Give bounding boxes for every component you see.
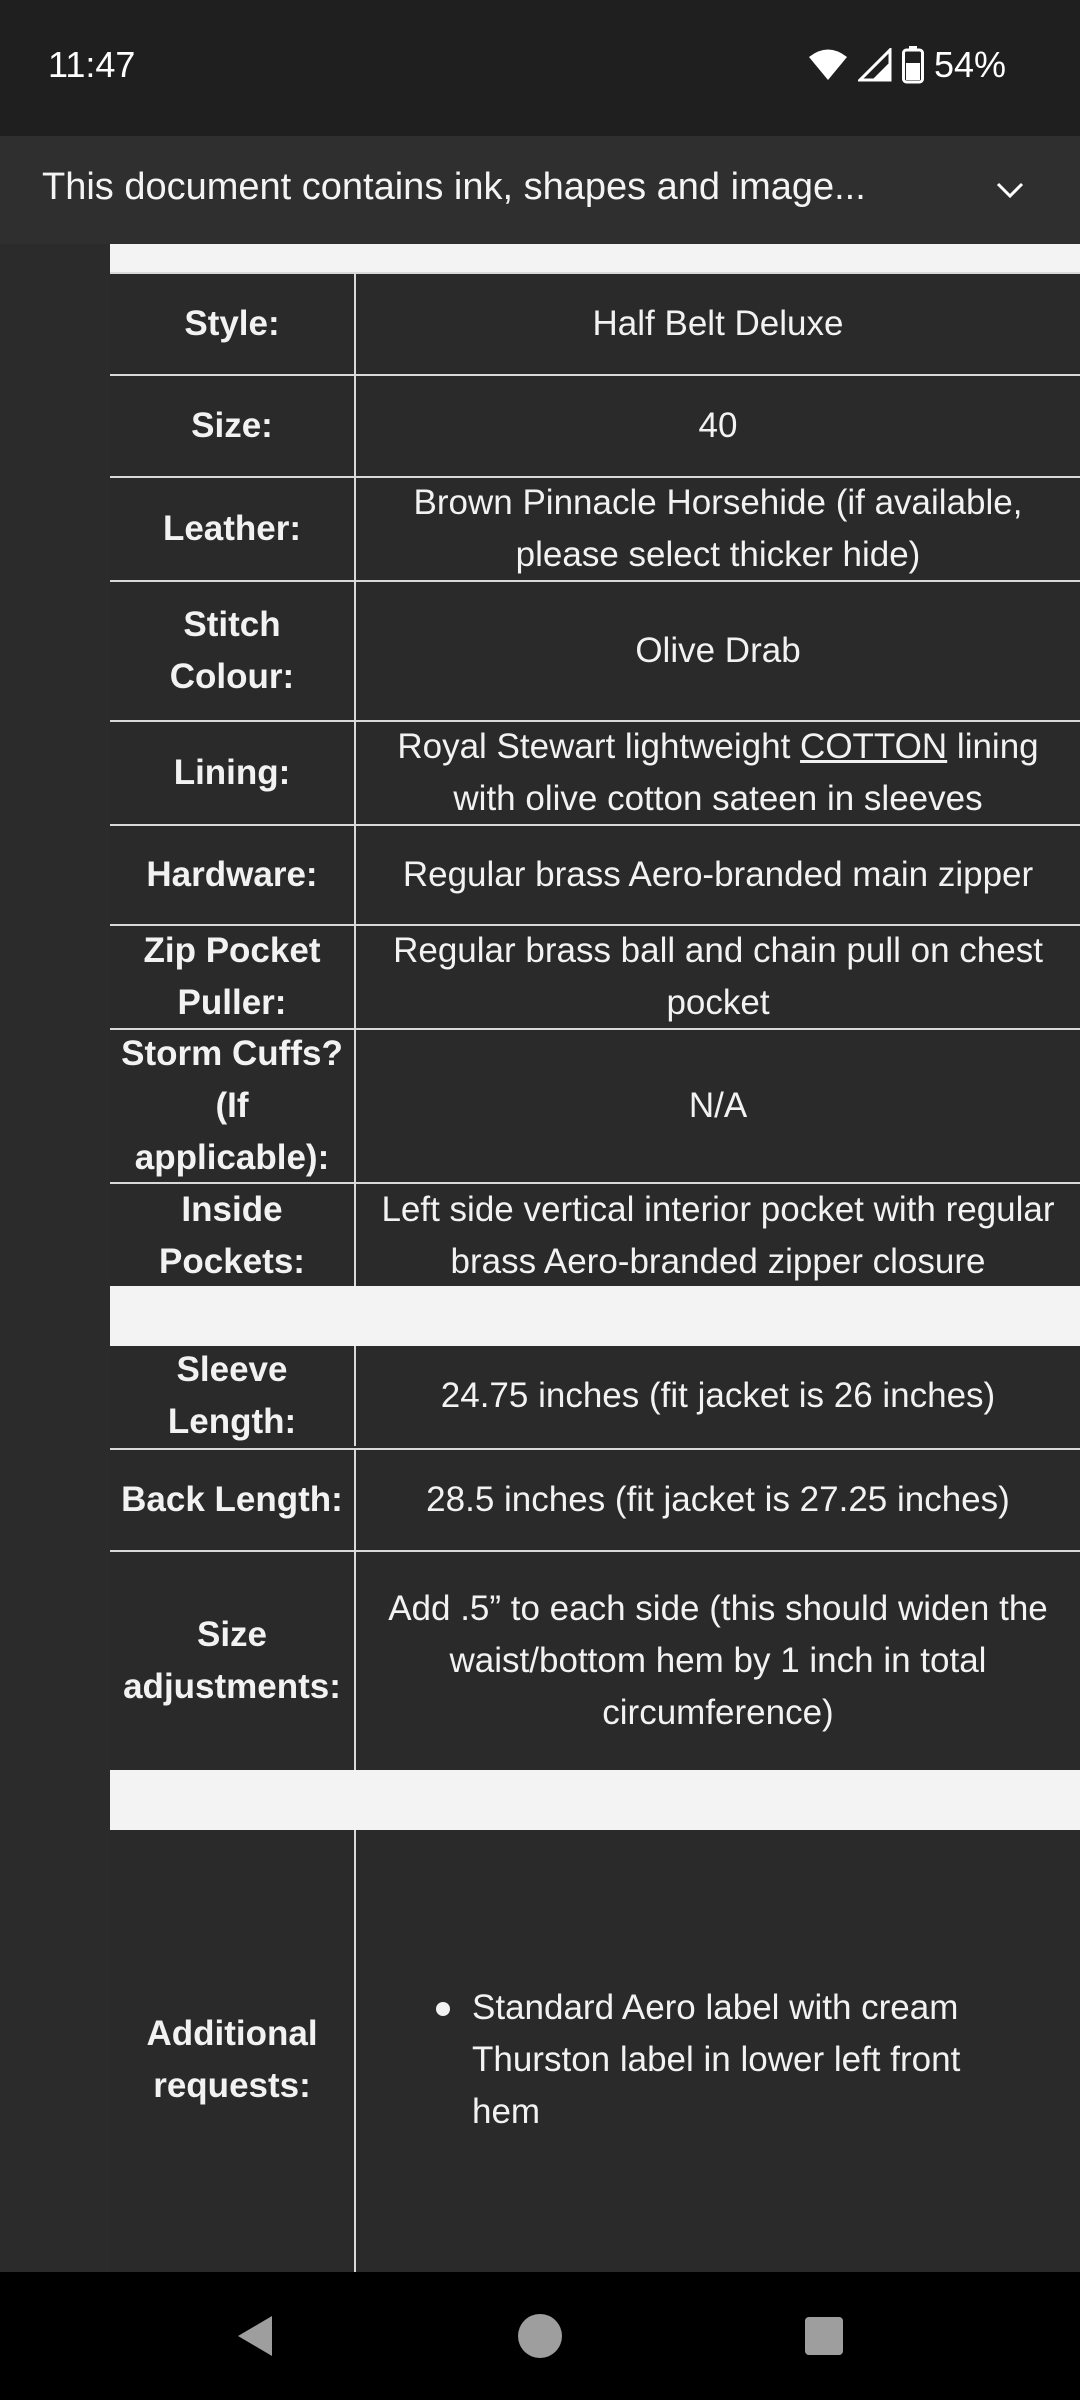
status-time: 11:47 <box>48 44 136 85</box>
row-label: Stitch Colour: <box>110 582 356 720</box>
navigation-bar <box>0 2272 1080 2400</box>
table-row <box>110 1028 1080 1182</box>
row-value <box>356 1830 1080 2272</box>
row-label: Sleeve Length: <box>110 1346 356 1446</box>
row-value: 40 <box>698 406 738 445</box>
row-value: N/A <box>688 1086 748 1125</box>
table-row <box>110 1830 1080 2272</box>
row-label: Back Length: <box>110 1450 356 1550</box>
row-label: Size adjustments: <box>110 1552 356 1770</box>
row-value: Regular brass ball and chain pull on chest pocket <box>393 931 1043 1022</box>
table-row <box>110 580 1080 720</box>
chevron-down-icon[interactable] <box>992 172 1028 208</box>
row-label: Style: <box>110 274 356 374</box>
row-label: Zip Pocket Puller: <box>110 926 356 1028</box>
row-value: Left side vertical interior pocket with regular brass Aero-branded zipper closure <box>381 1190 1055 1281</box>
page-break <box>110 1286 1080 1346</box>
lining-text-end: lining with olive cotton sateen in sleeves <box>453 727 1039 818</box>
document-info-banner[interactable] <box>0 136 1080 244</box>
cell-signal-icon <box>858 48 892 82</box>
row-label: Leather: <box>110 478 356 580</box>
row-value: Regular brass Aero-branded main zipper <box>402 855 1034 894</box>
row-value <box>356 722 1080 824</box>
row-value: 28.5 inches (fit jacket is 27.25 inches) <box>426 1480 1010 1519</box>
wifi-icon <box>808 48 848 82</box>
row-label: Hardware: <box>110 826 356 924</box>
table-row <box>110 1346 1080 1446</box>
table-row <box>110 824 1080 924</box>
lining-text-underlined: COTTON <box>800 727 948 766</box>
page-band <box>110 244 1080 272</box>
recents-icon[interactable] <box>802 2312 846 2360</box>
row-label: Lining: <box>110 722 356 824</box>
home-icon[interactable] <box>516 2312 564 2360</box>
row-value: Add .5” to each side (this should widen the waist/bottom hem by 1 inch in total circumference) <box>388 1589 1048 1732</box>
row-value: Half Belt Deluxe <box>592 304 844 343</box>
row-value: Brown Pinnacle Horsehide (if available, please select thicker hide) <box>413 483 1023 574</box>
battery-icon <box>902 46 924 84</box>
row-label: Storm Cuffs? (If applicable): <box>110 1030 356 1182</box>
lining-text-start: Royal Stewart lightweight <box>397 727 801 766</box>
list-item: Standard Aero label with cream Thurston label in lower left front hem <box>436 1982 1020 2138</box>
back-icon[interactable] <box>232 2312 278 2360</box>
document-viewer[interactable] <box>0 244 1080 2272</box>
table-row <box>110 374 1080 476</box>
banner-text: This document contains ink, shapes and image... <box>42 166 866 208</box>
table-row <box>110 272 1080 374</box>
table-row <box>110 1448 1080 1550</box>
additional-requests-list <box>436 1982 1020 2138</box>
status-icons <box>808 44 1006 86</box>
row-value: Olive Drab <box>635 631 801 670</box>
row-value: 24.75 inches (fit jacket is 26 inches) <box>440 1376 996 1415</box>
page-break <box>110 1770 1080 1830</box>
table-row <box>110 476 1080 580</box>
row-label: Inside Pockets: <box>110 1184 356 1288</box>
row-label: Additional requests: <box>110 1830 356 2272</box>
table-row <box>110 1550 1080 1770</box>
table-row <box>110 720 1080 824</box>
table-row <box>110 924 1080 1028</box>
battery-percent: 54% <box>933 44 1006 85</box>
table-row <box>110 1182 1080 1288</box>
status-bar <box>0 0 1080 136</box>
row-label: Size: <box>110 376 356 476</box>
